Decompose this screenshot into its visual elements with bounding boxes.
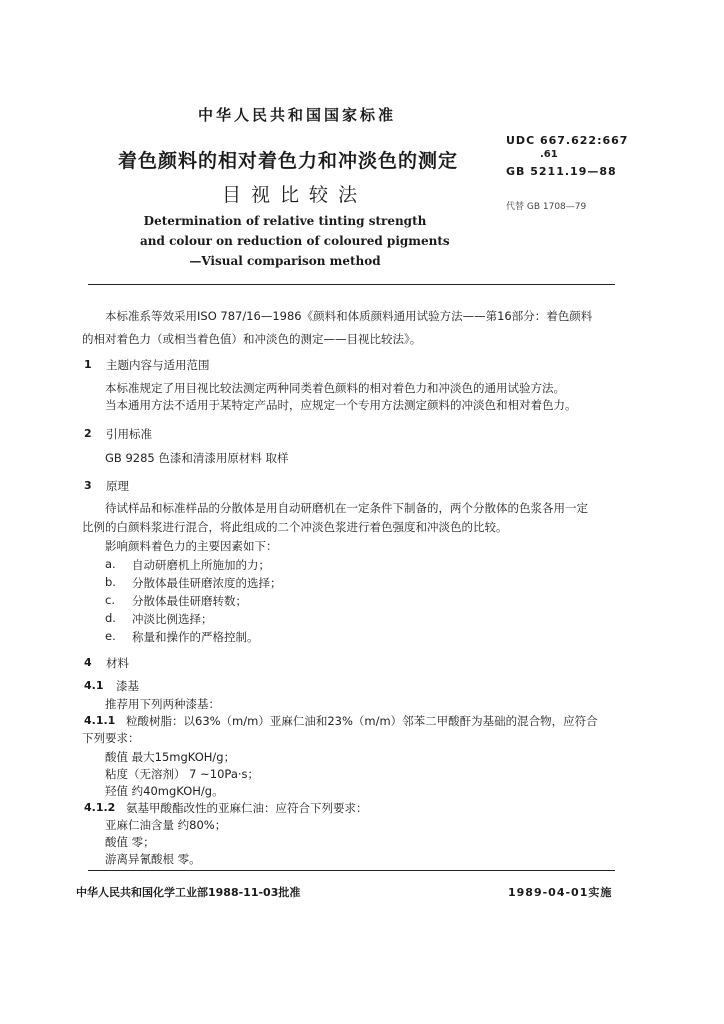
udc-code-continued: .61 <box>540 149 558 160</box>
section-4-1-1-viscosity: 粘度（无溶剂） 7 ~10Pa·s； <box>105 767 260 781</box>
factor-key: a. <box>105 557 116 571</box>
section-4-1-1-acid-value: 酸值 最大15mgKOH/g； <box>105 750 236 764</box>
section-4-1-paragraph: 推荐用下列两种漆基： <box>105 697 220 711</box>
section-2-title: 引用标准 <box>106 427 152 441</box>
section-1-paragraph-1: 本标准规定了用目视比较法测定两种同类着色颜料的相对着色力和冲淡色的通用试验方法。 <box>105 381 565 395</box>
factor-key: d. <box>105 611 116 625</box>
section-4-1-2-oil-content: 亚麻仁油含量 约80%； <box>105 818 227 832</box>
section-4-1-2-paragraph: 氨基甲酸酯改性的亚麻仁油：应符合下列要求： <box>126 801 368 815</box>
factor-key: e. <box>105 629 116 643</box>
udc-code: UDC 667.622:667 <box>506 134 629 147</box>
factor-key: b. <box>105 575 116 589</box>
section-4-title: 材料 <box>106 656 129 670</box>
section-2-number: 2 <box>84 427 92 440</box>
section-4-1-2-isocyanate: 游离异氰酸根 零。 <box>105 852 201 866</box>
header-divider <box>88 284 615 285</box>
factor-key: c. <box>105 593 115 607</box>
section-4-1-2-number: 4.1.2 <box>84 801 116 814</box>
section-4-1-title: 漆基 <box>116 679 139 693</box>
footer-divider <box>88 870 615 871</box>
intro-line-2: 的相对着色力（或相当着色值）和冲淡色的测定——目视比较法》。 <box>82 332 422 346</box>
intro-line-1: 本标准系等效采用ISO 787/16—1986《颜料和体质颜料通用试验方法——第16部分：着色颜料 <box>105 309 593 323</box>
section-1-paragraph-2: 当本通用方法不适用于某特定产品时，应规定一个专用方法测定颜料的冲淡色和相对着色力。 <box>105 398 577 412</box>
factor-text: 自动研磨机上所施加的力； <box>132 558 270 572</box>
factor-text: 分散体最佳研磨转数； <box>132 594 247 608</box>
gb-code: GB 5211.19—88 <box>506 165 617 178</box>
section-3-paragraph-2: 比例的白颜料浆进行混合，将此组成的二个冲淡色浆进行着色强度和冲淡色的比较。 <box>82 520 508 534</box>
section-3-paragraph-1: 待试样品和标准样品的分散体是用自动研磨机在一定条件下制备的，两个分散体的色浆各用一定 <box>105 501 588 515</box>
implementation-date: 1989-04-01实施 <box>508 886 613 899</box>
replaces-standard: 代替 GB 1708—79 <box>506 202 587 212</box>
standard-org-heading: 中华人民共和国国家标准 <box>198 106 397 124</box>
factor-text: 分散体最佳研磨浓度的选择； <box>132 576 282 590</box>
english-title-line-3: —Visual comparison method <box>189 254 381 268</box>
english-title-line-1: Determination of relative tinting strength <box>143 214 427 228</box>
factor-text: 称量和操作的严格控制。 <box>132 630 259 644</box>
section-3-factors-intro: 影响颜料着色力的主要因素如下： <box>105 539 278 553</box>
factor-text: 冲淡比例选择； <box>132 612 213 626</box>
section-3-title: 原理 <box>106 479 129 493</box>
approval-note: 中华人民共和国化学工业部1988-11-03批准 <box>76 886 301 899</box>
document-subtitle: 目视比较法 <box>222 184 368 206</box>
section-4-1-2-acid-value: 酸值 零； <box>105 835 155 849</box>
section-4-1-1-paragraph-2: 下列要求： <box>82 731 140 745</box>
section-3-number: 3 <box>84 479 92 492</box>
section-1-title: 主题内容与适用范围 <box>106 358 210 372</box>
section-4-1-1-number: 4.1.1 <box>84 714 116 727</box>
section-4-1-1-paragraph-1: 粒酸树脂：以63%（m/m）亚麻仁油和23%（m/m）邻苯二甲酸酐为基础的混合物，应符合 <box>126 714 598 728</box>
document-title: 着色颜料的相对着色力和冲淡色的测定 <box>118 150 459 172</box>
section-4-number: 4 <box>84 656 92 669</box>
section-4-1-1-hydroxyl-value: 羟值 约40mgKOH/g。 <box>105 784 224 798</box>
section-1-number: 1 <box>84 358 92 371</box>
english-title-line-2: and colour on reduction of coloured pigments <box>140 234 450 248</box>
section-4-1-number: 4.1 <box>84 679 104 692</box>
section-2-reference: GB 9285 色漆和清漆用原材料 取样 <box>105 451 289 465</box>
